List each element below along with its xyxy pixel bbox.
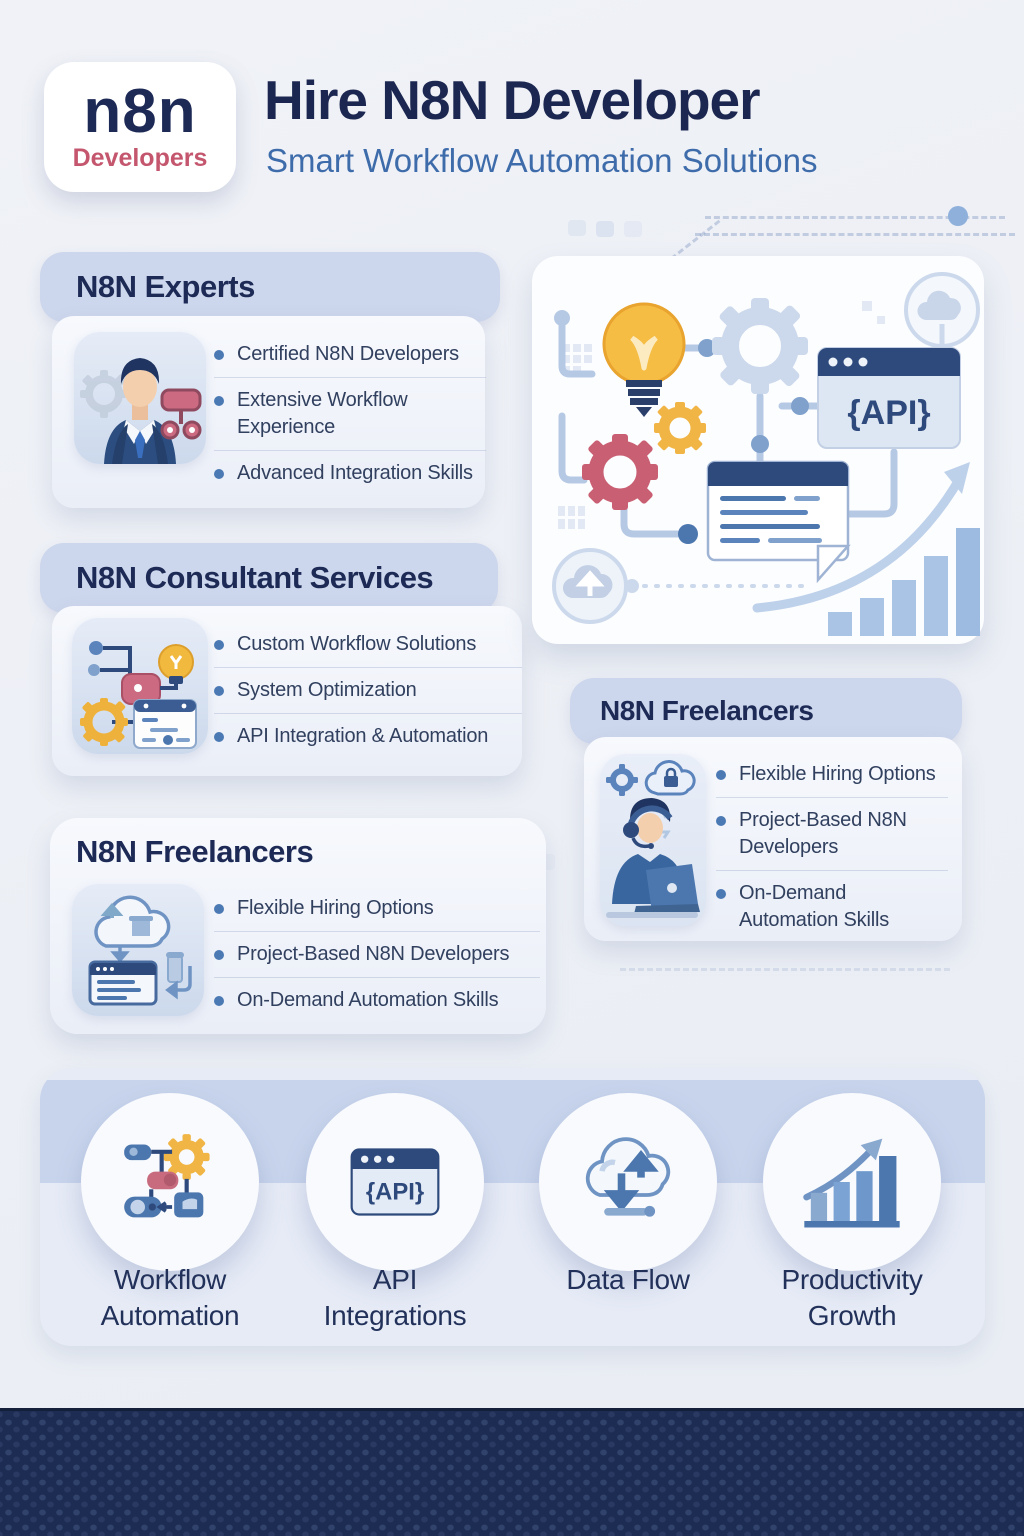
list-item bbox=[716, 870, 948, 943]
cloud-deploy-icon bbox=[72, 884, 204, 1016]
bullet-dot bbox=[214, 350, 224, 360]
code-note-icon bbox=[708, 462, 848, 580]
page-subtitle: Smart Workflow Automation Solutions bbox=[266, 142, 818, 179]
bullet-text: Project-Based N8N Developers bbox=[237, 943, 510, 965]
deco-dot bbox=[948, 206, 968, 226]
list-item bbox=[214, 713, 522, 759]
bullet-text: Extensive Workflow Experience bbox=[237, 389, 408, 438]
feature-label: Data Flow bbox=[566, 1264, 690, 1295]
freelancers-left-bullet-list bbox=[214, 886, 540, 1023]
svg-text:{API}: {API} bbox=[847, 394, 931, 432]
svg-text:{API}: {API} bbox=[365, 1178, 425, 1206]
bullet-dot bbox=[716, 889, 726, 899]
deco-dashed-line bbox=[620, 968, 950, 971]
bullet-dot bbox=[214, 996, 224, 1006]
cloud-lock-icon bbox=[646, 762, 694, 794]
page-title: Hire N8N Developer bbox=[264, 69, 760, 131]
list-item bbox=[214, 931, 540, 977]
automation-illustration bbox=[532, 256, 984, 644]
list-item bbox=[214, 886, 540, 931]
footer-band bbox=[0, 1408, 1024, 1536]
bullet-dot bbox=[716, 816, 726, 826]
bullet-dot bbox=[214, 732, 224, 742]
list-item bbox=[214, 977, 540, 1023]
browser-window-icon bbox=[90, 962, 156, 1004]
bullet-dot bbox=[214, 640, 224, 650]
list-item bbox=[214, 450, 486, 496]
bullet-text: On-Demand Automation Skills bbox=[237, 989, 499, 1011]
workflow-consulting-icon bbox=[72, 618, 208, 754]
feature-circle-data-flow bbox=[539, 1093, 717, 1271]
experts-card-title: N8N Experts bbox=[76, 269, 255, 304]
deco-square bbox=[624, 221, 642, 237]
bullet-dot bbox=[214, 904, 224, 914]
consultant-card-title: N8N Consultant Services bbox=[76, 560, 434, 595]
feature-circle-workflow-automation bbox=[81, 1093, 259, 1271]
list-item bbox=[716, 797, 948, 870]
list-item bbox=[716, 752, 948, 797]
list-item bbox=[214, 622, 522, 667]
deco-square bbox=[568, 220, 586, 236]
api-window-icon bbox=[818, 348, 960, 448]
workflow-nodes-icon bbox=[120, 1132, 220, 1232]
api-window-icon bbox=[343, 1130, 447, 1234]
list-item bbox=[214, 332, 486, 377]
cloud-upload-icon bbox=[554, 550, 626, 622]
deco-square bbox=[596, 221, 614, 237]
lightbulb-icon bbox=[604, 304, 684, 417]
bullet-text: Certified N8N Developers bbox=[237, 343, 459, 365]
freelancers-right-card-title: N8N Freelancers bbox=[600, 695, 814, 726]
gear-icon bbox=[654, 402, 706, 454]
cloud-arrows-icon bbox=[576, 1130, 680, 1234]
logo-name: n8n bbox=[83, 76, 197, 146]
bullet-text: Project-Based N8N Developers bbox=[739, 809, 907, 858]
logo bbox=[44, 62, 236, 192]
consultant-bullet-list bbox=[214, 622, 522, 759]
developer-avatar-icon bbox=[74, 332, 206, 464]
feature-circle-productivity-growth bbox=[763, 1093, 941, 1271]
freelancers-right-card-header bbox=[570, 678, 962, 744]
experts-bullet-list bbox=[214, 332, 486, 496]
gear-icon bbox=[582, 434, 658, 510]
deco-dashed-line bbox=[695, 233, 1015, 236]
bullet-text: Custom Workflow Solutions bbox=[237, 633, 477, 655]
bullet-text: API Integration & Automation bbox=[237, 725, 489, 747]
bullet-text: On-Demand Automation Skills bbox=[739, 882, 889, 931]
bullet-text: Advanced Integration Skills bbox=[237, 462, 473, 484]
bullet-text: System Optimization bbox=[237, 679, 417, 701]
gear-icon bbox=[606, 764, 638, 796]
experts-card-header bbox=[40, 252, 500, 322]
bullet-text: Flexible Hiring Options bbox=[237, 897, 434, 919]
features-section bbox=[40, 1068, 985, 1346]
gear-icon bbox=[712, 298, 808, 394]
feature-circle-api-integrations bbox=[306, 1093, 484, 1271]
list-item bbox=[214, 667, 522, 713]
bar-growth-icon bbox=[800, 1130, 904, 1234]
bullet-dot bbox=[214, 950, 224, 960]
freelancer-support-icon bbox=[600, 754, 706, 926]
list-item bbox=[214, 377, 486, 450]
bullet-dot bbox=[214, 469, 224, 479]
bullet-dot bbox=[716, 770, 726, 780]
cloud-icon bbox=[906, 274, 978, 356]
freelancers-left-card-title: N8N Freelancers bbox=[76, 834, 314, 869]
bullet-dot bbox=[214, 396, 224, 406]
freelancers-right-bullet-list bbox=[716, 752, 948, 943]
feature-label: Productivity Growth bbox=[781, 1264, 923, 1331]
feature-label: Workflow Automation bbox=[100, 1264, 240, 1331]
logo-tagline: Developers bbox=[72, 143, 208, 172]
consultant-card-header bbox=[40, 543, 498, 613]
bullet-dot bbox=[214, 686, 224, 696]
bullet-text: Flexible Hiring Options bbox=[739, 763, 936, 785]
feature-label: API Integrations bbox=[323, 1264, 467, 1331]
